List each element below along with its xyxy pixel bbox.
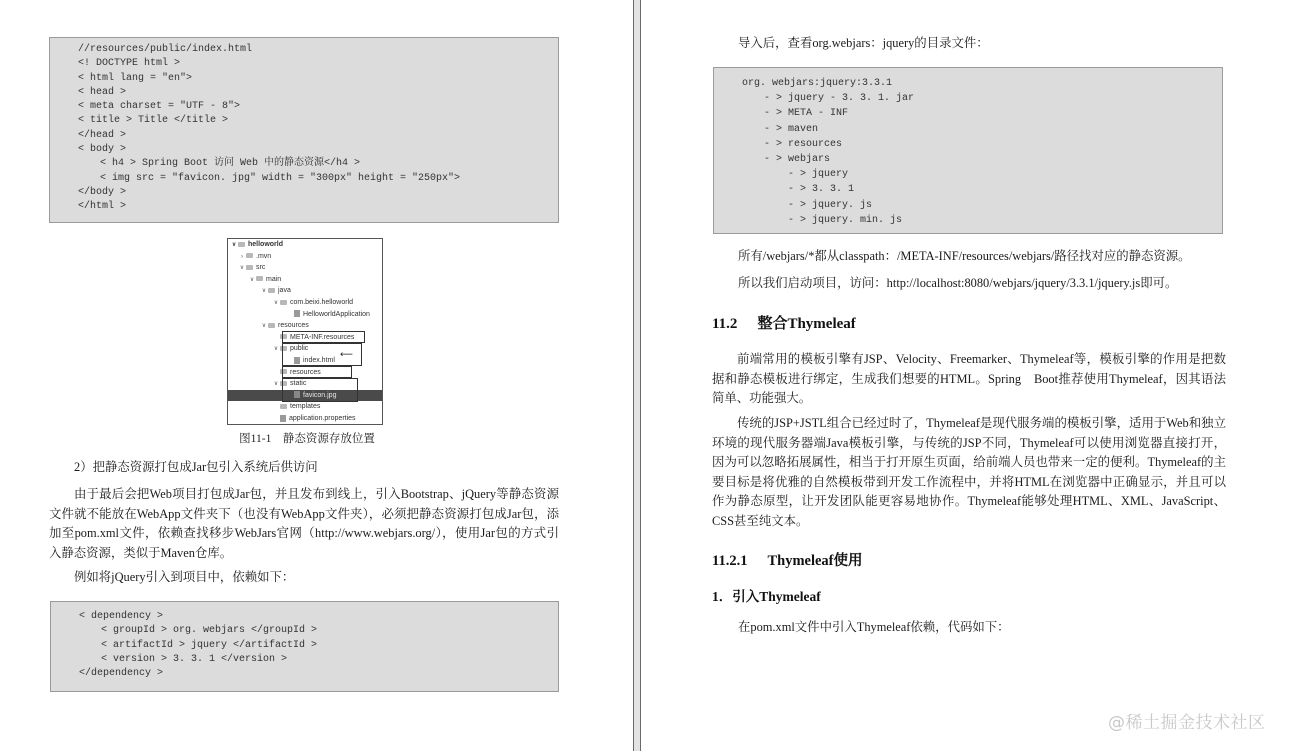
chevron-down-icon: ∨ <box>231 242 237 248</box>
code-line: - > 3. 3. 1 <box>788 184 855 196</box>
figure-caption: 图11-1 静态资源存放位置 <box>239 433 375 445</box>
tree-label: java <box>278 287 291 295</box>
tree-label: src <box>256 264 266 272</box>
intro-text: 导入后，查看org.webjars：jquery的目录文件： <box>738 36 989 50</box>
paragraph: 前端常用的模板引擎有JSP、Velocity、Freemarker、Thymeleaf等，模板引擎的作用是把数据和静态模板进行绑定，生成我们想要的HTML。Spring Boot推荐使用Thymeleaf，因其语法简单、功能强大。 <box>712 352 1226 405</box>
code-line: - > jquery <box>788 169 849 181</box>
tree-label: .mvn <box>256 252 272 260</box>
subsection-heading: 1．引入Thymeleaf <box>712 589 821 604</box>
paragraph: 例如将jQuery引入到项目中，依赖如下： <box>74 570 295 584</box>
section-number: 11.2 <box>712 316 738 332</box>
code-line: < meta charset = "UTF - 8"> <box>78 101 241 113</box>
code-line: <! DOCTYPE html > <box>78 58 181 70</box>
chevron-down-icon: ∨ <box>273 300 279 306</box>
tree-label: com.beixi.helloworld <box>290 299 354 306</box>
tree-label: static <box>290 380 307 388</box>
tree-label: resources <box>278 322 309 330</box>
paragraph: 传统的JSP+JSTL组合已经过时了，Thymeleaf是现代服务端的模板引擎，适用于Web和独立环境的现代服务器端Java模板引擎，与传统的JSP不同，Thymeleaf可以使用浏览器直接打开，因为可以忽略拓展属性，相当于打开原生页面，给前端人员也带来一定的便利。Thymeleaf的主要目标是将优雅的自然模板带到开发工作流程中，并将HTML在浏览器中正确显示，并且可以作为静态原型，让开发团队能更容易地协作。Thymeleaf能够处理HTML、XML、JavaScript、CSS甚至纯文本。 <box>712 416 1226 528</box>
code-line: < img src = "favicon. jpg" width = "300px" height = "250px"> <box>100 172 461 184</box>
code-line: </head > <box>78 129 127 141</box>
chevron-down-icon: ∨ <box>261 323 267 330</box>
tree-label: public <box>290 345 309 353</box>
chevron-down-icon: ∨ <box>249 276 255 283</box>
paragraph: 所以我们启动项目，访问：http://localhost:8080/webjars/jquery/3.3.1/jquery.js即可。 <box>738 276 1178 290</box>
code-line: //resources/public/index.html <box>78 44 253 55</box>
code-line: < head > <box>78 86 127 98</box>
code-line: - > META - INF <box>764 108 849 120</box>
code-line: - > jquery. js <box>788 199 873 211</box>
code-line: - > resources <box>764 138 843 150</box>
section-title: Thymeleaf使用 <box>767 553 863 569</box>
code-line: - > jquery. min. js <box>788 214 903 226</box>
section-heading-11-2-1 <box>712 549 863 570</box>
watermark: @稀土掘金技术社区 <box>1108 713 1266 733</box>
code-line: < version > 3. 3. 1 </version > <box>101 653 288 665</box>
code-line: < groupId > org. webjars </groupId > <box>101 625 318 637</box>
tree-label: resources <box>290 368 321 376</box>
tree-label: index.html <box>303 357 335 364</box>
tree-label: application.properties <box>289 415 356 422</box>
code-line: < html lang = "en"> <box>78 72 193 84</box>
code-line: - > jquery - 3. 3. 1. jar <box>764 93 915 105</box>
code-line: < body > <box>78 144 127 156</box>
subheading-jar: 2）把静态资源打包成Jar包引入系统后供访问 <box>74 460 318 474</box>
code-line: - > webjars <box>764 153 831 165</box>
code-line: </dependency > <box>79 668 164 680</box>
arrow-icon: ⟵ <box>340 349 353 359</box>
tree-label: favicon.jpg <box>303 391 337 399</box>
section-heading-11-2 <box>712 312 856 333</box>
code-line: < artifactId > jquery </artifactId > <box>101 639 318 651</box>
code-line: < h4 > Spring Boot 访问 Web 中的静态资源</h4 > <box>100 158 361 170</box>
code-line: < dependency > <box>79 611 164 622</box>
paragraph: 在pom.xml文件中引入Thymeleaf依赖，代码如下： <box>738 620 1010 634</box>
tree-label: HelloworldApplication <box>303 310 370 318</box>
chevron-down-icon: ∨ <box>273 346 279 353</box>
code-line: - > maven <box>764 123 819 135</box>
code-line: </body > <box>78 186 127 198</box>
section-title: 整合Thymeleaf <box>757 316 856 332</box>
paragraph: 由于最后会把Web项目打包成Jar包，并且发布到线上，引入Bootstrap、jQuery等静态资源文件就不能放在WebApp文件夹下（也没有WebApp文件夹），必须把静态资源打包成Jar包，添加至pom.xml文件，依赖查找移步WebJars官网（http://www.webjars.org/），使用Jar包的方式引入静态资源，类似于Maven仓库。 <box>49 487 559 560</box>
chevron-down-icon: ∨ <box>239 265 245 272</box>
section-number: 11.2.1 <box>712 553 748 569</box>
code-line: </html > <box>78 201 127 213</box>
tree-label: META-INF.resources <box>290 333 355 341</box>
chevron-down-icon: ∨ <box>273 381 279 388</box>
chevron-right-icon: › <box>241 253 243 260</box>
tree-label: templates <box>290 403 321 411</box>
tree-label: main <box>266 275 282 283</box>
code-line: < title > Title </title > <box>78 115 229 127</box>
code-block-directory <box>713 67 1223 234</box>
paragraph: 所有/webjars/*都从classpath：/META-INF/resources/webjars/路径找对应的静态资源。 <box>738 249 1191 263</box>
tree-label: helloworld <box>248 241 283 248</box>
code-line: org. webjars:jquery:3.3.1 <box>742 78 893 89</box>
chevron-down-icon: ∨ <box>261 288 267 295</box>
